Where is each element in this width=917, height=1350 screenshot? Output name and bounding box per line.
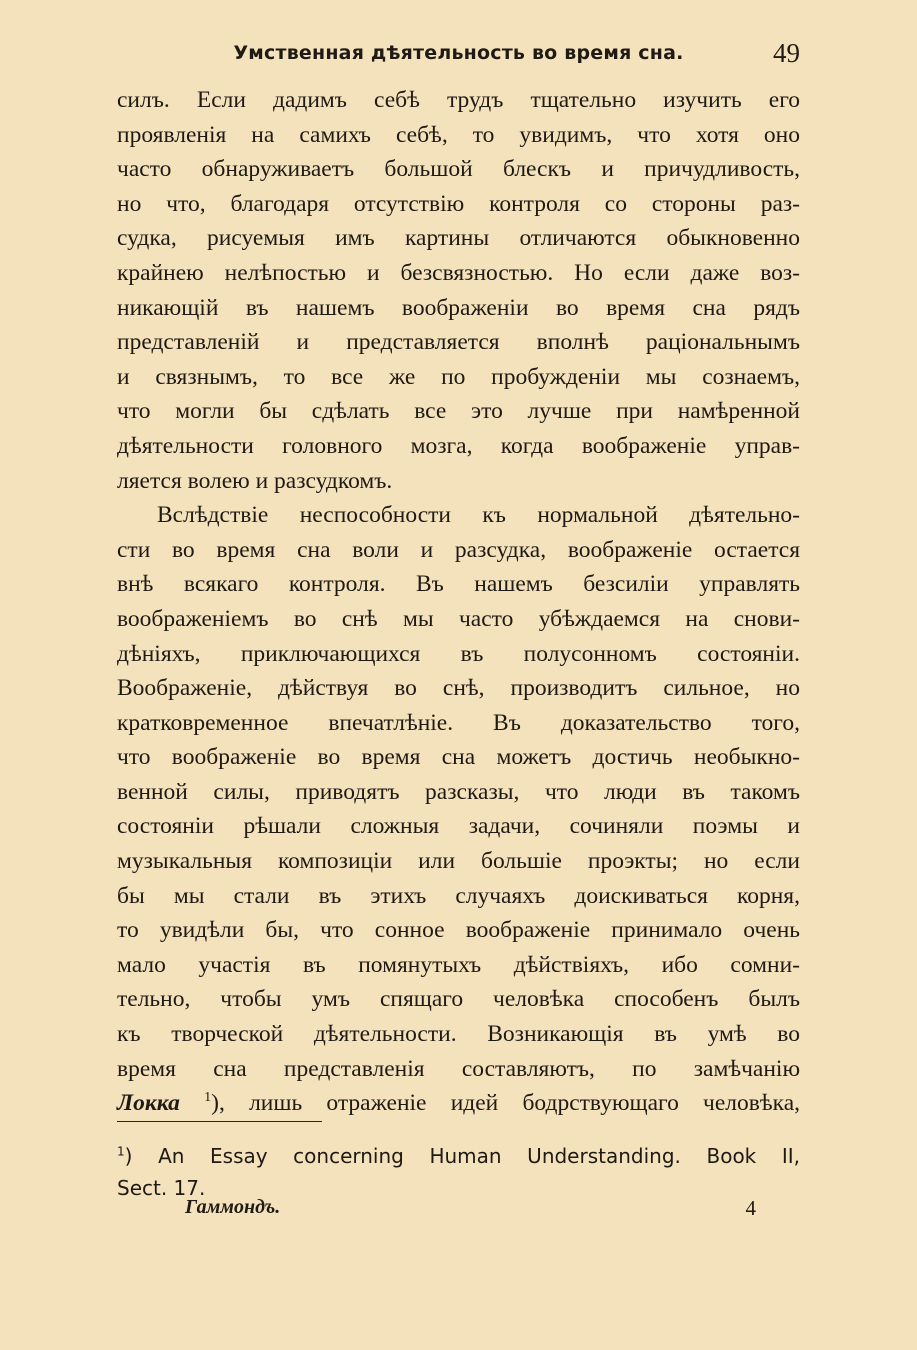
text-line: дѣніяхъ, приключающихся въ полусонномъ состояніи. [117, 640, 800, 667]
text-line: что могли бы сдѣлать все это лучше при намѣренной [117, 398, 800, 425]
text-line: часто обнаруживаетъ большой блескъ и причудливость, [117, 156, 800, 183]
text-line: то увидѣли бы, что сонное воображеніе принимало очень [117, 917, 800, 944]
footnote [117, 1140, 800, 1204]
text-line: состояніи рѣшали сложныя задачи, сочиняли поэмы и [117, 813, 800, 840]
text-line: время сна представленія составляютъ, по замѣчанію [117, 1055, 800, 1082]
text-line: бы мы стали въ этихъ случаяхъ доискиваться корня, [117, 882, 800, 909]
footnote-mark-paren: ) [124, 1144, 133, 1168]
footnote-divider [117, 1121, 322, 1122]
footnote-reference: 1 [204, 1089, 212, 1106]
text-line: къ творческой дѣятельности. Возникающія въ умѣ во [117, 1021, 800, 1048]
running-title: Умственная дѣятельность во время сна. [233, 42, 684, 64]
footnote-line: Sect. 17. [117, 1176, 206, 1200]
page-footer [117, 1196, 800, 1228]
text-line: никающій въ нашемъ воображеніи во время сна рядъ [117, 294, 800, 321]
text-line: внѣ всякаго контроля. Въ нашемъ безсиліи управлять [117, 571, 800, 598]
text-line-with-footnote-ref [117, 1086, 800, 1121]
page-header [117, 38, 800, 72]
text-line: тельно, чтобы умъ спящаго человѣка способенъ былъ [117, 986, 800, 1013]
text-line: сти во время сна воли и разсудка, воображеніе остается [117, 536, 800, 563]
text-line: кратковременное впечатлѣніе. Въ доказательство того, [117, 709, 800, 736]
text-line-rest: , лишь отраженіе идей бодрствующаго человѣка, [218, 1090, 801, 1117]
body-text [117, 83, 800, 1121]
text-line: ляется волею и разсудкомъ. [117, 467, 393, 494]
page-number: 49 [773, 38, 800, 68]
text-line: что воображеніе во время сна можетъ достичь необыкно- [117, 744, 800, 771]
footnote-line [117, 1140, 800, 1172]
text-line: представленій и представляется вполнѣ раціональнымъ [117, 329, 800, 356]
text-line: силъ. Если дадимъ себѣ трудъ тщательно изучить его [117, 87, 800, 113]
footnote-reference-paren: ) [211, 1090, 219, 1117]
text-line: Вслѣдствіе неспособности къ нормальной дѣятельно- [157, 502, 800, 529]
author-name: Локка [117, 1090, 180, 1117]
text-line: венной силы, приводятъ разсказы, что люди въ такомъ [117, 778, 800, 805]
printer-signature: Гаммондъ. [185, 1196, 281, 1218]
text-line: дѣятельности головного мозга, когда воображеніе управ- [117, 432, 800, 459]
text-line: мало участія въ помянутыхъ дѣйствіяхъ, ибо сомни- [117, 951, 800, 978]
footnote-text: An Essay concerning Human Understanding. Book II, [158, 1144, 801, 1168]
text-line: проявленія на самихъ себѣ, то увидимъ, что хотя оно [117, 121, 800, 148]
text-line: крайнею нелѣпостью и безсвязностью. Но если даже воз- [117, 259, 800, 286]
text-line: судка, рисуемыя имъ картины отличаются обыкновенно [117, 225, 800, 252]
text-line: и связнымъ, то все же по пробужденіи мы сознаемъ, [117, 363, 800, 390]
signature-number: 4 [745, 1196, 756, 1220]
text-line: но что, благодаря отсутствію контроля со стороны раз- [117, 190, 800, 217]
text-line: Воображеніе, дѣйствуя во снѣ, производитъ сильное, но [117, 675, 800, 702]
text-line: воображеніемъ во снѣ мы часто убѣждаемся на снови- [117, 605, 800, 632]
text-line: музыкальныя композиціи или большіе проэкты; но если [117, 848, 800, 875]
footnote-mark: 1 [117, 1144, 125, 1159]
